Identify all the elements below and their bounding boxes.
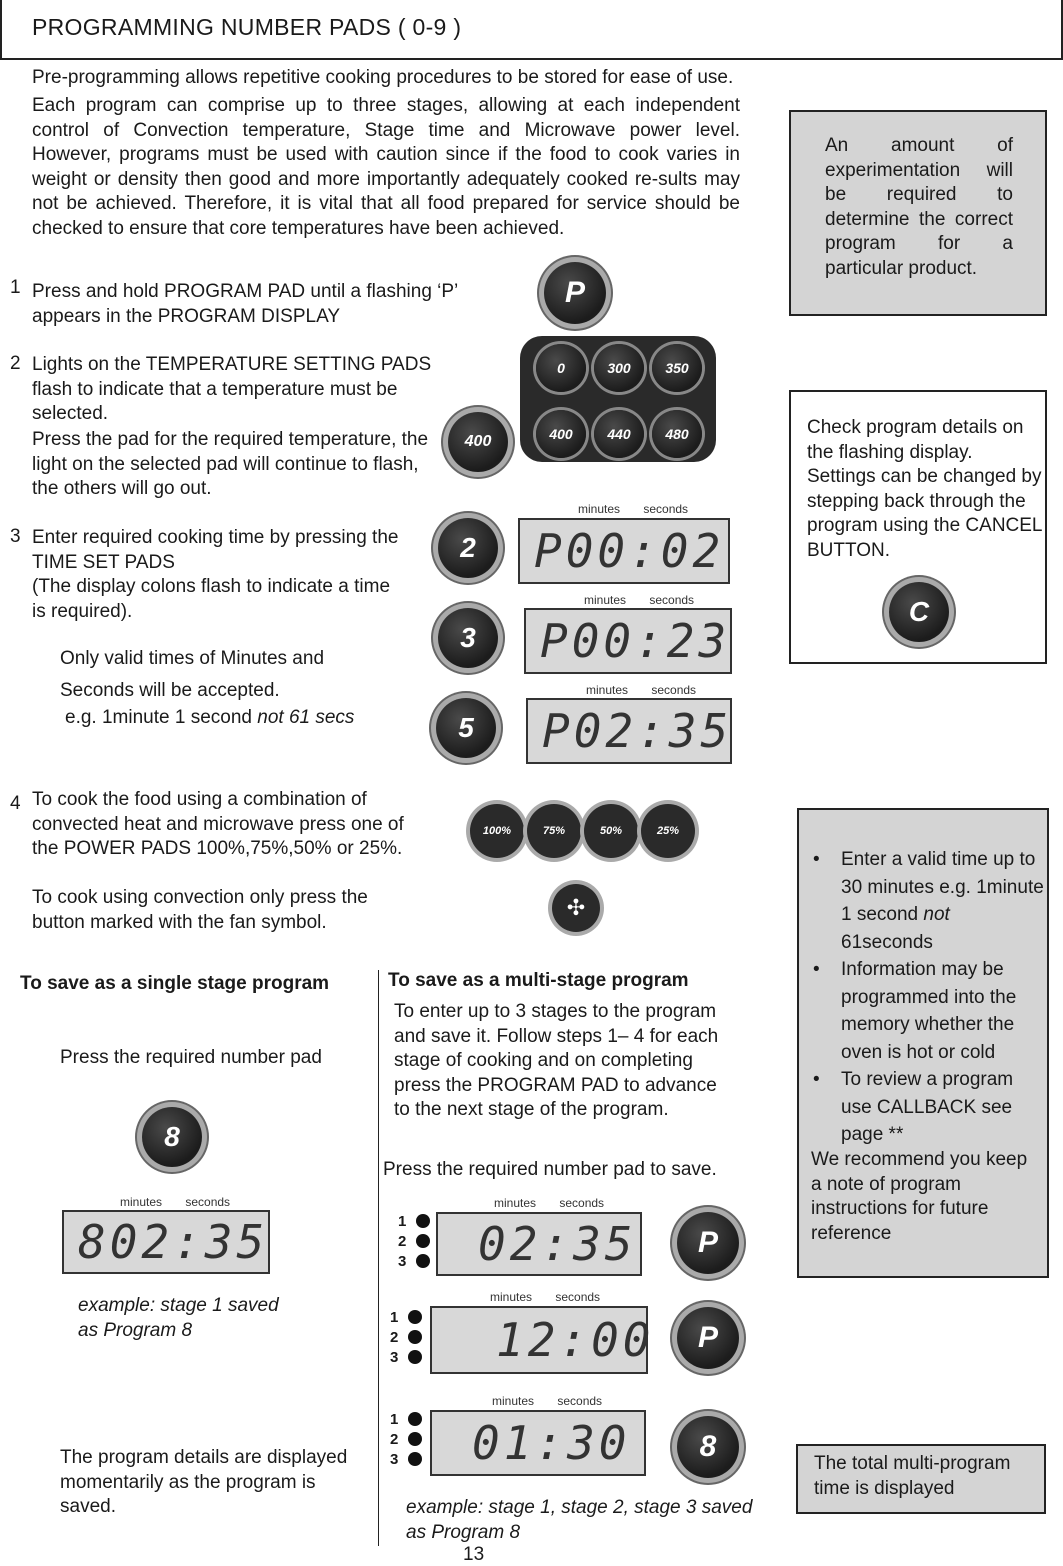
step-1-text: Press and hold PROGRAM PAD until a flashing ‘P’ appears in the PROGRAM DISPLAY	[32, 281, 458, 327]
step-3-number: 3	[10, 526, 21, 547]
step-4-text-b: To cook using convection only press the button marked with the fan symbol.	[32, 887, 368, 933]
step-3-note-c: e.g. 1minute 1 second	[65, 707, 252, 728]
single-stage-example: example: stage 1 saved as Program 8	[78, 1295, 279, 1341]
multi-stage-display-1: 02:35	[436, 1212, 642, 1276]
multi-stage-display-3: 01:30	[430, 1410, 646, 1476]
temp-pad-480[interactable]: 480	[652, 410, 702, 458]
time-key-2[interactable]: 2	[438, 518, 498, 578]
tip-2: • Information may be programmed into the memory whether the oven is hot or cold	[801, 956, 1045, 1066]
multi-display-3-stage-numbers: 1 2 3	[390, 1411, 399, 1468]
check-program-text: Check program details on the flashing display. Settings can be changed by stepping back through the program using the CANCEL BUTTON.	[807, 417, 1042, 561]
tips-list	[801, 846, 1045, 1149]
step-4-text-a: To cook the food using a combination of convected heat and microwave press one of the POWER PADS 100%,75%,50% or 25%.	[32, 789, 404, 859]
multi-stage-example: example: stage 1, stage 2, stage 3 saved as Program 8	[406, 1497, 753, 1543]
temp-pad-300[interactable]: 300	[594, 344, 644, 392]
step-2-number: 2	[10, 353, 21, 374]
experimentation-note-text: An amount of experimentation will be required to determine the correct program for a particular product.	[825, 135, 1013, 279]
multi-display-2-stage-numbers: 1 2 3	[390, 1309, 399, 1366]
temp-pad-0[interactable]: 0	[536, 344, 586, 392]
page-header	[0, 0, 1063, 60]
single-stage-press: Press the required number pad	[60, 1047, 322, 1068]
intro-line: Pre-programming allows repetitive cooking procedures to be stored for ease of use.	[32, 67, 734, 88]
tip-1: • Enter a valid time up to 30 minutes e.g. 1minute 1 second not 61seconds	[801, 846, 1045, 956]
single-stage-display: 802:35	[62, 1210, 270, 1274]
selected-temp-pad[interactable]: 400	[448, 412, 508, 472]
multi-display-2-labels: minutes seconds	[490, 1290, 601, 1304]
number-pad-8[interactable]: 8	[142, 1107, 202, 1167]
multi-stage-text: To enter up to 3 stages to the program and save it. Follow steps 1– 4 for each stage of cooking and on completing press the PROGRAM PAD to advance to the next stage of the program.	[394, 1001, 719, 1120]
multi-display-3-stage-dots	[408, 1412, 422, 1466]
step-3-example	[65, 706, 354, 731]
intro-paragraph: Each program can comprise up to three stages, allowing at each independent control of Convection temperature, Stage time and Microwave power level. However, programs must be used with caution since if the food to cook varies in weight or density then good and more importantly adequately cooked re-sults may not be achieved. Therefore, it is vital that all food prepared for service should be checked to ensure that core temperatures have been achieved.	[32, 95, 740, 239]
program-pad-multi-2[interactable]: P	[677, 1307, 739, 1369]
program-display-1: P00:02	[518, 518, 730, 584]
display-1-labels: minutes seconds	[578, 502, 689, 516]
total-time-box	[796, 1444, 1046, 1514]
step-3-note-b: Seconds will be accepted.	[60, 680, 280, 701]
number-pad-8-multi[interactable]: 8	[677, 1416, 739, 1478]
single-display-labels: minutes seconds	[120, 1195, 231, 1209]
single-stage-details: The program details are displayed momentarily as the program is saved.	[60, 1447, 348, 1517]
step-2-text-b: Press the pad for the required temperature, the light on the selected pad will continue to flash, the others will go out.	[32, 429, 429, 499]
step-4-number: 4	[10, 793, 21, 814]
step-1-number: 1	[10, 277, 21, 298]
time-key-5[interactable]: 5	[436, 698, 496, 758]
program-display-3: P02:35	[526, 698, 732, 764]
step-2-text-a: Lights on the TEMPERATURE SETTING PADS flash to indicate that a temperature must be selected.	[32, 354, 432, 424]
step-3-note-d: not 61 secs	[257, 707, 355, 728]
page-title: PROGRAMMING NUMBER PADS ( 0-9 )	[32, 14, 462, 40]
multi-stage-press: Press the required number pad to save.	[383, 1159, 717, 1180]
temp-pad-440[interactable]: 440	[594, 410, 644, 458]
multi-display-1-stage-numbers: 1 2 3	[398, 1213, 407, 1270]
display-3-labels: minutes seconds	[586, 683, 697, 697]
multi-stage-heading: To save as a multi-stage program	[388, 970, 689, 991]
program-display-2: P00:23	[524, 608, 732, 674]
step-3-note-a: Only valid times of Minutes and	[60, 648, 325, 669]
tips-tail: We recommend you keep a note of program instructions for future reference	[811, 1149, 1028, 1244]
check-program-box	[789, 390, 1047, 664]
cancel-button[interactable]: C	[889, 582, 949, 642]
multi-stage-display-2: 12:00	[430, 1306, 648, 1374]
step-3-text-b: (The display colons flash to indicate a time is required).	[32, 576, 391, 622]
tip-3: • To review a program use CALLBACK see page **	[801, 1066, 1045, 1149]
power-pad-100[interactable]: 100%	[470, 804, 524, 858]
multi-display-3-labels: minutes seconds	[492, 1394, 603, 1408]
step-3-text-a: Enter required cooking time by pressing the TIME SET PADS	[32, 527, 399, 573]
temp-pad-350[interactable]: 350	[652, 344, 702, 392]
program-pad[interactable]: P	[544, 262, 606, 324]
multi-display-1-stage-dots	[416, 1214, 430, 1268]
tips-box	[797, 808, 1049, 1278]
temp-pad-400[interactable]: 400	[536, 410, 586, 458]
time-key-3[interactable]: 3	[438, 608, 498, 668]
column-divider	[378, 970, 379, 1546]
multi-display-1-labels: minutes seconds	[494, 1196, 605, 1210]
multi-display-2-stage-dots	[408, 1310, 422, 1364]
fan-pad[interactable]: ✣	[552, 884, 600, 932]
power-pad-50[interactable]: 50%	[584, 804, 638, 858]
power-pad-25[interactable]: 25%	[641, 804, 695, 858]
display-2-labels: minutes seconds	[584, 593, 695, 607]
total-time-text: The total multi-program time is displayed	[814, 1453, 1011, 1499]
page-number: 13	[463, 1544, 485, 1565]
power-pad-75[interactable]: 75%	[527, 804, 581, 858]
single-stage-heading: To save as a single stage program	[20, 973, 330, 994]
program-pad-multi-1[interactable]: P	[677, 1212, 739, 1274]
experimentation-note	[789, 110, 1047, 316]
